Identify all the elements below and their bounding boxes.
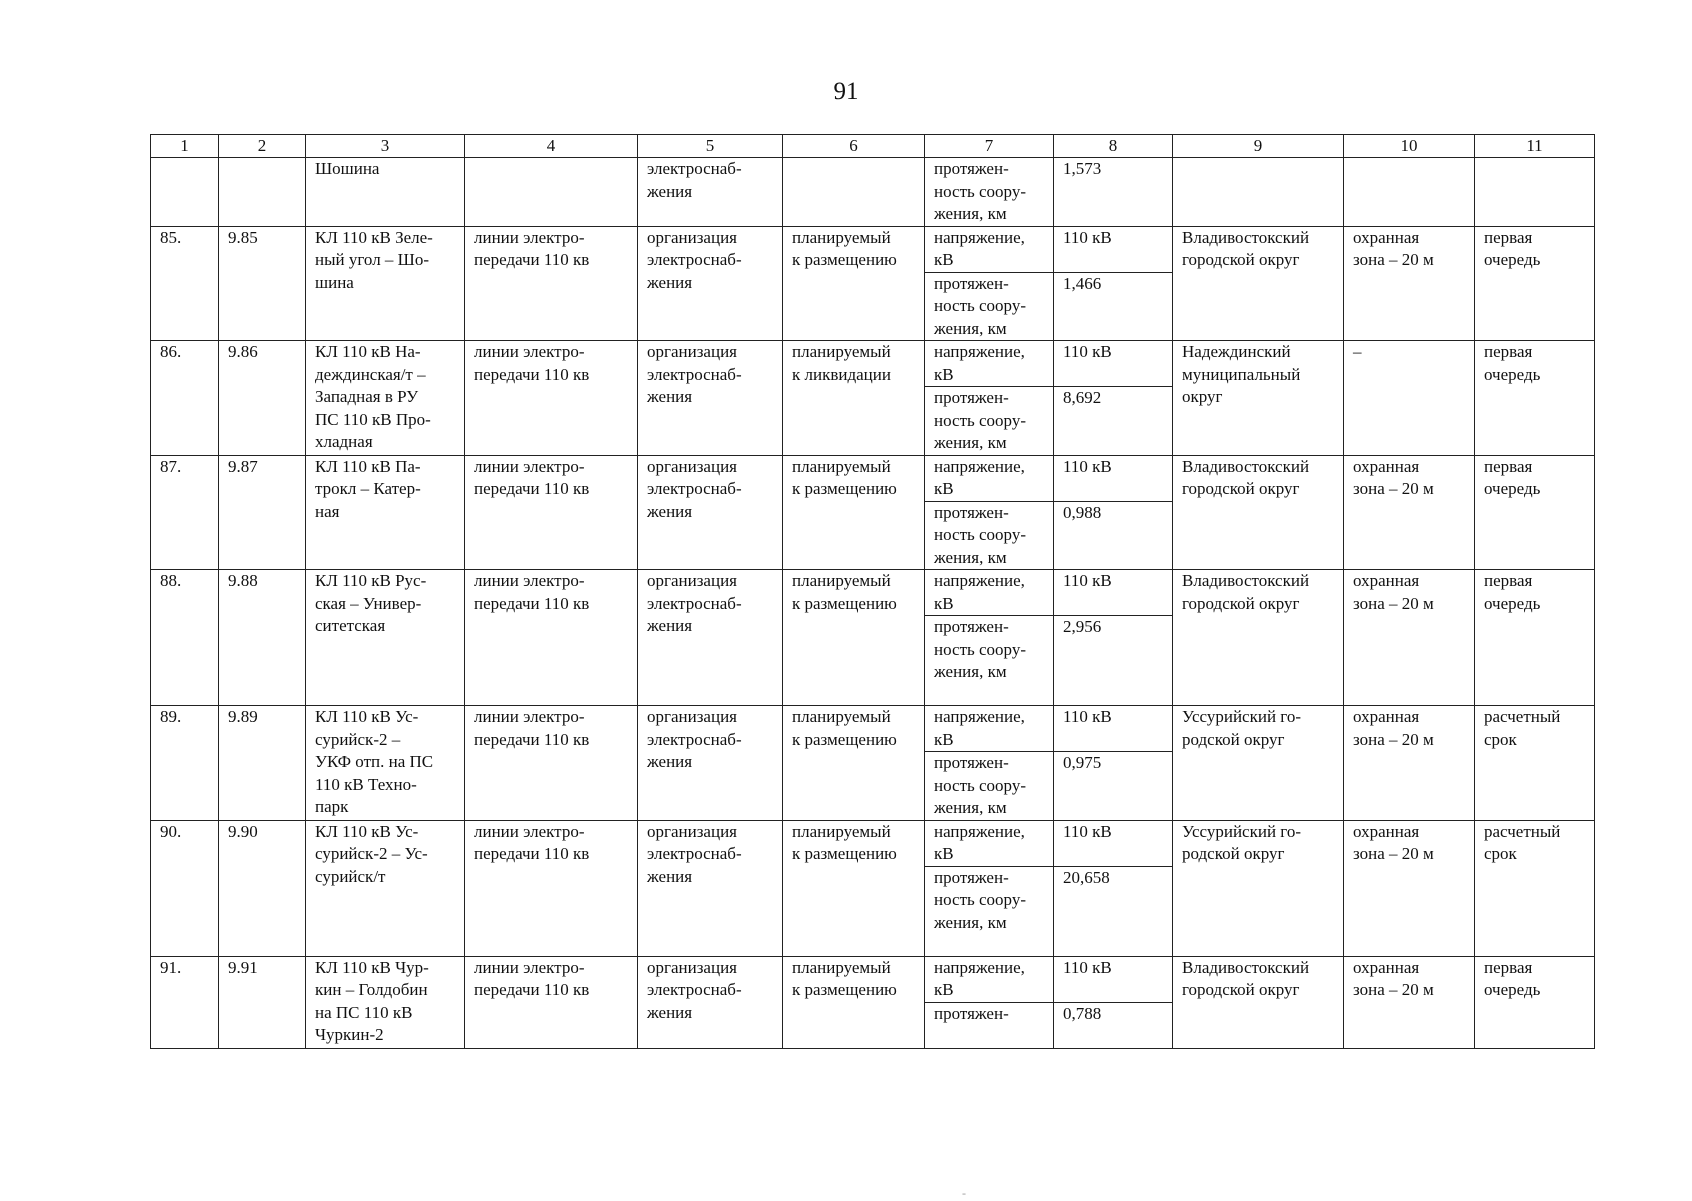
status-cell: планируемый к размещению [783, 570, 925, 706]
table-row [151, 226, 1595, 272]
stage-cell: первая очередь [1475, 956, 1595, 1048]
object-name-cell: КЛ 110 кВ Ус- сурийск-2 – УКФ отп. на ПС 110 кВ Техно- парк [306, 706, 465, 821]
table-row [151, 455, 1595, 501]
zone-cell: охранная зона – 20 м [1344, 820, 1475, 956]
column-header: 9 [1173, 135, 1344, 158]
param-value-cell: 110 кВ [1054, 570, 1173, 616]
param-label-cell: напряжение, кВ [925, 226, 1054, 272]
page-number: 91 [833, 78, 859, 105]
param-value-cell: 110 кВ [1054, 956, 1173, 1002]
row-number-cell: 86. [151, 341, 219, 456]
stage-cell: первая очередь [1475, 455, 1595, 570]
param-label-cell: напряжение, кВ [925, 341, 1054, 387]
location-cell: Владивостокский городской округ [1173, 455, 1344, 570]
code-cell: 9.91 [219, 956, 306, 1048]
param-value-cell: 110 кВ [1054, 341, 1173, 387]
code-cell: 9.89 [219, 706, 306, 821]
column-header: 7 [925, 135, 1054, 158]
stage-cell: первая очередь [1475, 226, 1595, 341]
column-number-row [151, 135, 1595, 158]
purpose-cell: организация электроснаб- жения [638, 570, 783, 706]
object-kind-cell [465, 158, 638, 227]
param-label-cell: протяжен- ность соору- жения, км [925, 752, 1054, 821]
object-name-cell: Шошина [306, 158, 465, 227]
zone-cell: охранная зона – 20 м [1344, 706, 1475, 821]
zone-cell: – [1344, 341, 1475, 456]
status-cell: планируемый к ликвидации [783, 341, 925, 456]
param-label-cell: протяжен- ность соору- жения, км [925, 272, 1054, 341]
row-number-cell: 90. [151, 820, 219, 956]
location-cell: Уссурийский го- родской округ [1173, 820, 1344, 956]
code-cell [219, 158, 306, 227]
param-value-cell: 8,692 [1054, 387, 1173, 456]
stage-cell: первая очередь [1475, 570, 1595, 706]
table-row [151, 956, 1595, 1002]
code-cell: 9.90 [219, 820, 306, 956]
zone-cell: охранная зона – 20 м [1344, 570, 1475, 706]
column-header: 11 [1475, 135, 1595, 158]
location-cell: Уссурийский го- родской округ [1173, 706, 1344, 821]
param-label-cell: напряжение, кВ [925, 455, 1054, 501]
scan-speck: - [962, 1186, 966, 1200]
param-label-cell: протяжен- ность соору- жения, км [925, 616, 1054, 706]
param-value-cell: 0,975 [1054, 752, 1173, 821]
param-value-cell: 2,956 [1054, 616, 1173, 706]
status-cell: планируемый к размещению [783, 226, 925, 341]
row-number-cell: 89. [151, 706, 219, 821]
column-header: 6 [783, 135, 925, 158]
row-number-cell: 85. [151, 226, 219, 341]
object-name-cell: КЛ 110 кВ Рус- ская – Универ- ситетская [306, 570, 465, 706]
object-kind-cell: линии электро- передачи 110 кв [465, 706, 638, 821]
param-label-cell: протяжен- ность соору- жения, км [925, 501, 1054, 570]
column-header: 5 [638, 135, 783, 158]
column-header: 8 [1054, 135, 1173, 158]
param-value-cell: 1,466 [1054, 272, 1173, 341]
purpose-cell: организация электроснаб- жения [638, 226, 783, 341]
table-row [151, 706, 1595, 752]
zone-cell: охранная зона – 20 м [1344, 226, 1475, 341]
param-value-cell: 1,573 [1054, 158, 1173, 227]
param-label-cell: напряжение, кВ [925, 706, 1054, 752]
object-kind-cell: линии электро- передачи 110 кв [465, 341, 638, 456]
status-cell: планируемый к размещению [783, 820, 925, 956]
location-cell: Надеждинский муниципальный округ [1173, 341, 1344, 456]
infrastructure-table [150, 134, 1595, 1049]
object-name-cell: КЛ 110 кВ Зеле- ный угол – Шо- шина [306, 226, 465, 341]
object-name-cell: КЛ 110 кВ На- деждинская/т – Западная в РУ ПС 110 кВ Про- хладная [306, 341, 465, 456]
param-value-cell: 110 кВ [1054, 226, 1173, 272]
object-kind-cell: линии электро- передачи 110 кв [465, 226, 638, 341]
param-label-cell: напряжение, кВ [925, 570, 1054, 616]
param-label-cell: протяжен- [925, 1002, 1054, 1048]
zone-cell: охранная зона – 20 м [1344, 455, 1475, 570]
code-cell: 9.85 [219, 226, 306, 341]
purpose-cell: организация электроснаб- жения [638, 455, 783, 570]
code-cell: 9.86 [219, 341, 306, 456]
continuation-row [151, 158, 1595, 227]
location-cell: Владивостокский городской округ [1173, 956, 1344, 1048]
table-row [151, 820, 1595, 866]
location-cell: Владивостокский городской округ [1173, 570, 1344, 706]
row-number-cell: 88. [151, 570, 219, 706]
purpose-cell: организация электроснаб- жения [638, 706, 783, 821]
stage-cell: расчетный срок [1475, 706, 1595, 821]
object-name-cell: КЛ 110 кВ Па- трокл – Катер- ная [306, 455, 465, 570]
param-value-cell: 0,988 [1054, 501, 1173, 570]
purpose-cell: организация электроснаб- жения [638, 956, 783, 1048]
zone-cell: охранная зона – 20 м [1344, 956, 1475, 1048]
purpose-cell: организация электроснаб- жения [638, 341, 783, 456]
code-cell: 9.88 [219, 570, 306, 706]
code-cell: 9.87 [219, 455, 306, 570]
row-number-cell [151, 158, 219, 227]
object-kind-cell: линии электро- передачи 110 кв [465, 455, 638, 570]
row-number-cell: 91. [151, 956, 219, 1048]
status-cell: планируемый к размещению [783, 455, 925, 570]
param-label-cell: протяжен- ность соору- жения, км [925, 387, 1054, 456]
status-cell [783, 158, 925, 227]
table-row [151, 341, 1595, 387]
zone-cell [1344, 158, 1475, 227]
location-cell [1173, 158, 1344, 227]
column-header: 2 [219, 135, 306, 158]
purpose-cell: электроснаб- жения [638, 158, 783, 227]
purpose-cell: организация электроснаб- жения [638, 820, 783, 956]
param-value-cell: 110 кВ [1054, 455, 1173, 501]
param-value-cell: 110 кВ [1054, 706, 1173, 752]
object-kind-cell: линии электро- передачи 110 кв [465, 820, 638, 956]
param-value-cell: 0,788 [1054, 1002, 1173, 1048]
object-name-cell: КЛ 110 кВ Ус- сурийск-2 – Ус- сурийск/т [306, 820, 465, 956]
object-kind-cell: линии электро- передачи 110 кв [465, 956, 638, 1048]
column-header: 1 [151, 135, 219, 158]
status-cell: планируемый к размещению [783, 956, 925, 1048]
param-label-cell: протяжен- ность соору- жения, км [925, 158, 1054, 227]
stage-cell: первая очередь [1475, 341, 1595, 456]
row-number-cell: 87. [151, 455, 219, 570]
stage-cell: расчетный срок [1475, 820, 1595, 956]
column-header: 4 [465, 135, 638, 158]
status-cell: планируемый к размещению [783, 706, 925, 821]
param-value-cell: 20,658 [1054, 866, 1173, 956]
stage-cell [1475, 158, 1595, 227]
param-label-cell: напряжение, кВ [925, 956, 1054, 1002]
param-label-cell: напряжение, кВ [925, 820, 1054, 866]
object-kind-cell: линии электро- передачи 110 кв [465, 570, 638, 706]
param-value-cell: 110 кВ [1054, 820, 1173, 866]
object-name-cell: КЛ 110 кВ Чур- кин – Голдобин на ПС 110 кВ Чуркин-2 [306, 956, 465, 1048]
table-row [151, 570, 1595, 616]
location-cell: Владивостокский городской округ [1173, 226, 1344, 341]
param-label-cell: протяжен- ность соору- жения, км [925, 866, 1054, 956]
column-header: 3 [306, 135, 465, 158]
column-header: 10 [1344, 135, 1475, 158]
